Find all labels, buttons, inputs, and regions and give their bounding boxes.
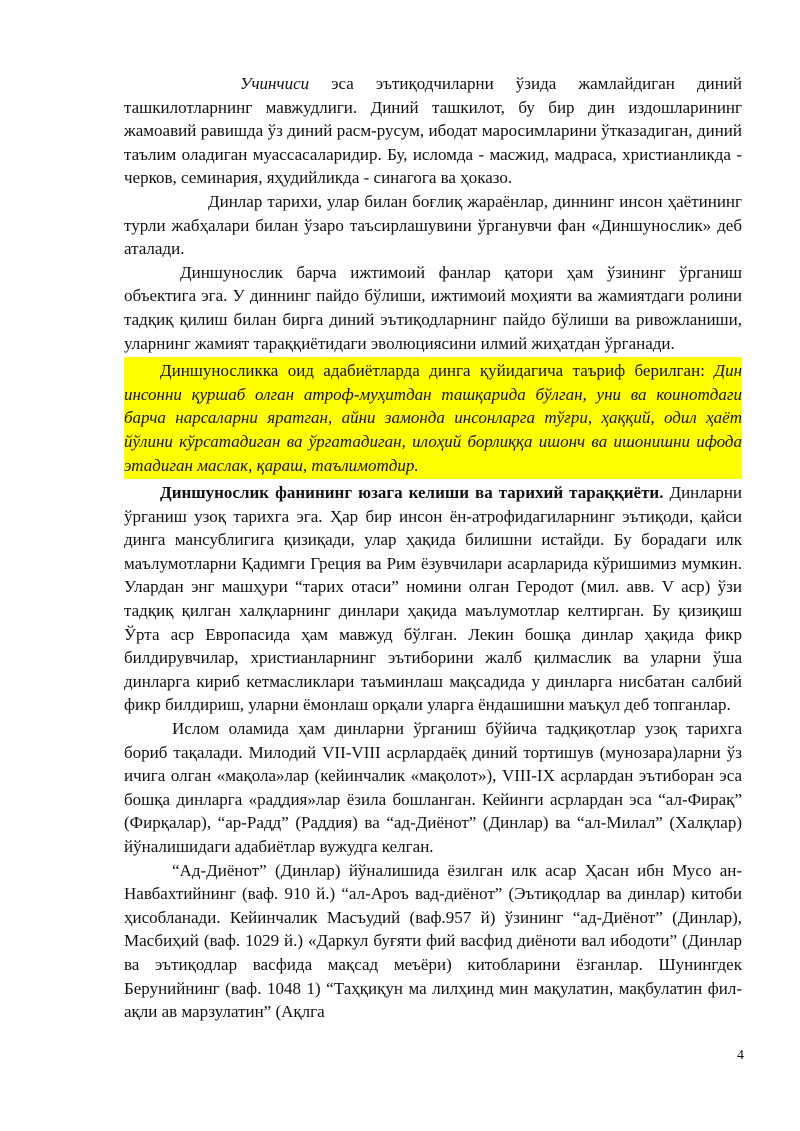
- document-page: [124, 72, 742, 1024]
- definition-text: Дин инсонни қуршаб олган атроф-муҳитдан ташқарида бўлган, уни ва коинотдаги барча нарсаларни яратган, айни замонда инсонларга тўғри, ҳаққий, одил ҳаёт йўлини кўрсатадиган ва ўргатадиган, илоҳий борлиққа ишонч ва ишонишни ифода этадиган маслак, қараш, таълимотдир.: [124, 361, 743, 475]
- term-third: Учинчиси: [240, 74, 310, 93]
- paragraph-religion-definition: [124, 359, 742, 477]
- paragraph-organizations-text: эса эътиқодчиларни ўзида жамлайдиган диний ташкилотларнинг мавжудлиги. Диний ташкилот, бу бир дин издошларининг жамоавий равишда ўз диний расм-русум, ибодат маросимларини ўтказадиган, диний таълим оладиган муассасаларидир. Бу, исломда - масжид, мадраса, христианликда - черков, семинария, яҳудийликда - синагога ва ҳоказо.: [124, 74, 742, 188]
- paragraph-object-of-study: Диншунослик барча ижтимоий фанлар қатори ҳам ўзининг ўрганиш объектига эга. У диннинг пайдо бўлиши, ижтимоий моҳияти ва жамиятдаги ролини тадқиқ қилиш билан бирга диний эътиқодларнинг пайдо бўлиши ва ривожланиши, уларнинг жамият тараққиётидаги эволюциясини илмий жиҳатдан ўрганади.: [124, 262, 742, 353]
- definition-lead: Диншуносликка оид адабиётларда динга қуйидагича таъриф берилган:: [160, 361, 705, 381]
- page-number: 4: [737, 1048, 744, 1063]
- paragraph-islamic-studies: Ислом оламида ҳам динларни ўрганиш бўйича тадқиқотлар узоқ тарихга бориб тақалади. Милодий VII-VIII асрлардаёқ диний тортишув (мунозара)ларни ўз ичига олган «мақола»лар (кейинчалик «мақолот»), VIII-IX асрлардан эътиборан эса бошқа динларга «раддия»лар ёзила бошланган. Кейинги асрлардан эса “ал-Фирақ” (Фирқалар), “ар-Радд” (Раддия) ва “ад-Диёнот” (Динлар) ва “ал-Милал” (Халқлар) йўналишидаги адабиётлар вужудга келган.: [124, 719, 742, 856]
- paragraph-diyonot-works: “Ад-Диёнот” (Динлар) йўналишида ёзилган илк асар Ҳасан ибн Мусо ан-Навбахтийнинг (ваф. 910 й.) “ал-Ароъ вад-диёнот” (Эътиқодлар ва динлар) китоби ҳисобланади. Кейинчалик Масъудий (ваф.957 й) ўзининг “ад-Диёнот” (Динлар), Масбиҳий (ваф. 1029 й.) «Даркул буғяти фий васфид диёноти вал ибодоти” (Динлар ва эътиқодлар васфида мақсад меъёри) китобларини ёзганлар. Шунингдек Берунийнинг (ваф. 1048 1) “Таҳқиқун ма лилҳинд мин мақулатин, мақбулатин фил-ақли ав марзулатин” (Ақлга: [124, 860, 742, 1022]
- paragraph-history-text: Динларни ўрганиш узоқ тарихга эга. Ҳар бир инсон ён-атрофидагиларнинг эътиқоди, қайси динга мансублигига қизиқади, улар ҳақида билишни истайди. Бу борадаги илк маълумотларни Қадимги Греция ва Рим ёзувчилари асарларида кўришимиз мумкин. Улардан энг машҳури “тарих отаси” номини олган Геродот (мил. авв. V аср) ўзи тадқиқ қилган халқларнинг динлари ҳақида маълумотлар келтирган. Бу қизиқиш Ўрта аср Европасида ҳам мавжуд бўлган. Лекин бошқа динлар ҳақида фикр билдирувчилар, христианларнинг эътиборини жалб қилмаслик ва уларни ўша динларга кириб кетмасликлари таъминлаш мақсадида у динларга нисбатан салбий фикр билдириш, уларни ёмонлаш орқали уларга ёндашишни маъқул деб топганлар.: [124, 483, 743, 715]
- paragraph-definition-of-field: Динлар тарихи, улар билан боғлиқ жараёнлар, диннинг инсон ҳаётининг турли жабҳалари билан ўзаро таъсирлашувини ўрганувчи фан «Диншунослик» деб аталади.: [124, 191, 742, 259]
- paragraph-organizations: [124, 72, 742, 190]
- paragraph-history: [124, 481, 742, 717]
- section-heading: Диншунослик фанининг юзага келиши ва тарихий тараққиёти.: [160, 483, 664, 503]
- highlighted-definition: [124, 357, 742, 479]
